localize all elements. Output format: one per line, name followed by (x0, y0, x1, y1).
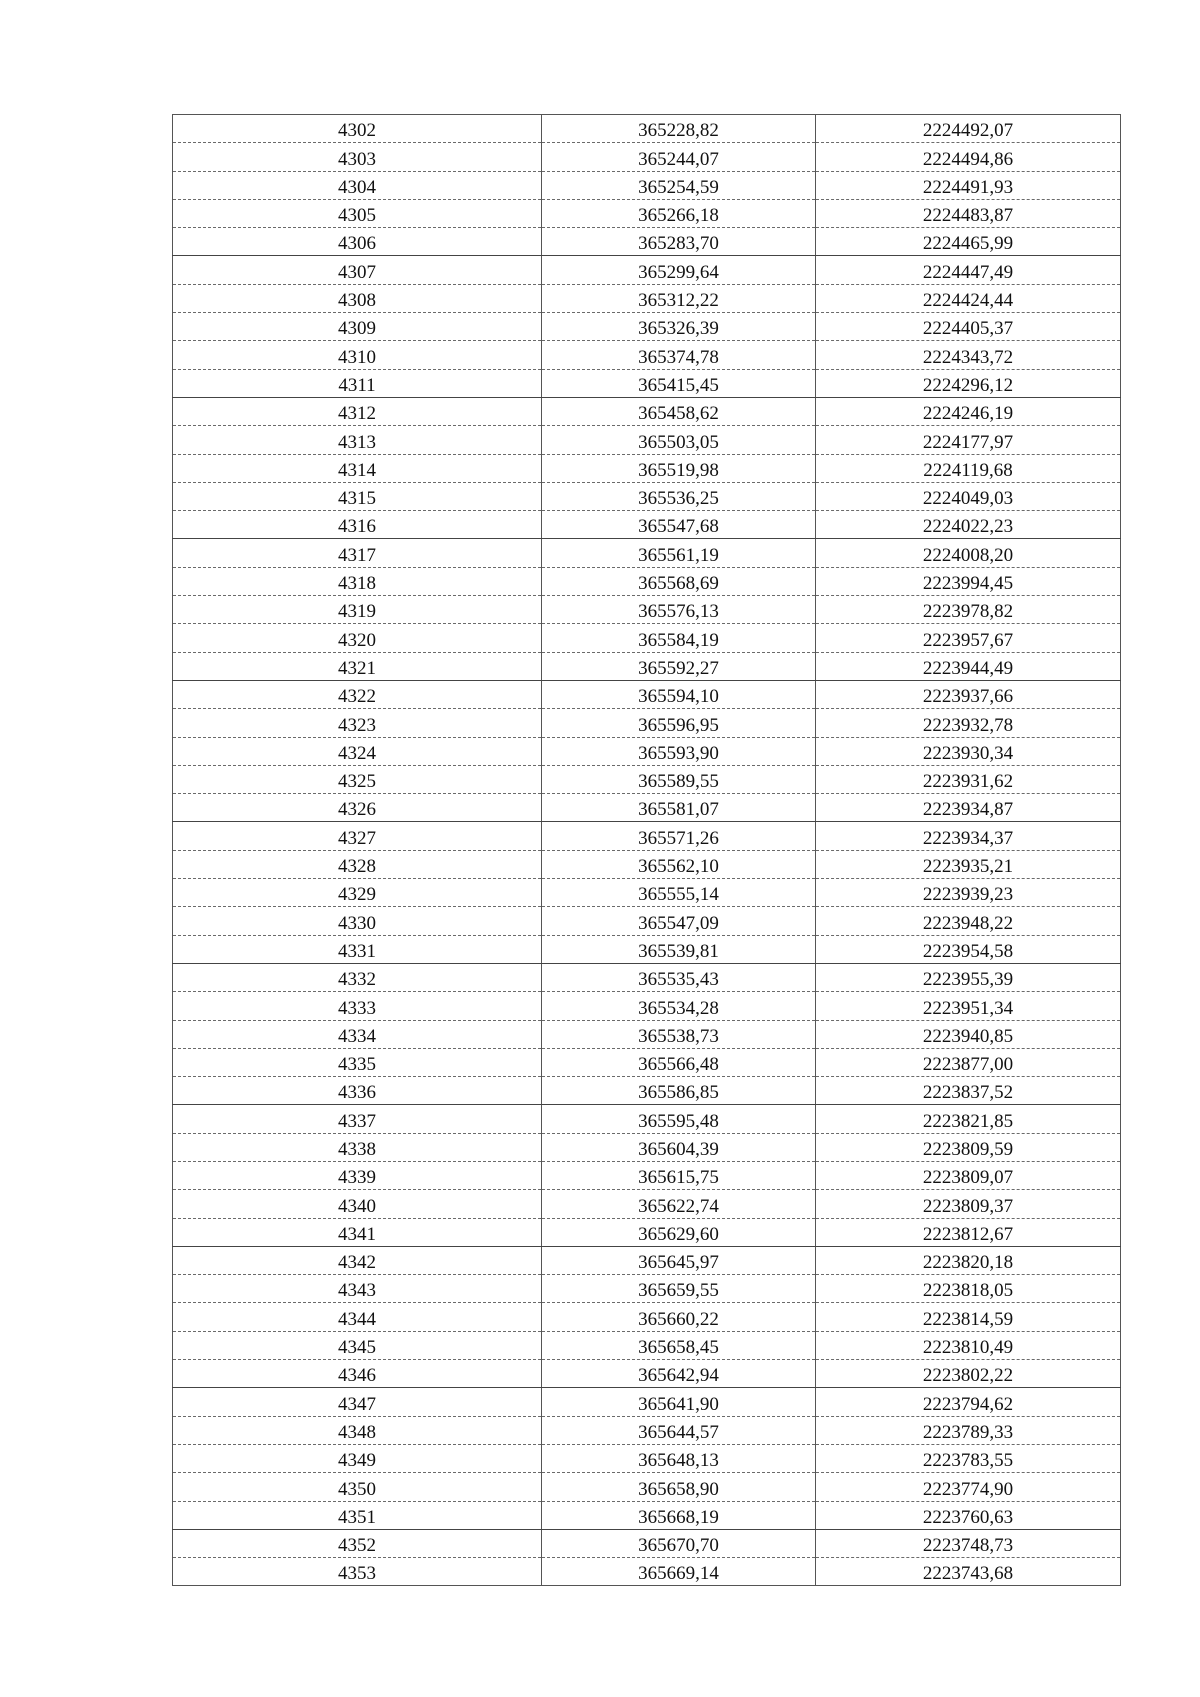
x-coordinate-cell: 365534,28 (542, 992, 816, 1020)
x-coordinate-cell: 365568,69 (542, 567, 816, 595)
y-coordinate-cell: 2223794,62 (816, 1388, 1121, 1416)
point-number-cell: 4323 (173, 709, 542, 737)
x-coordinate-cell: 365244,07 (542, 143, 816, 171)
point-number-cell: 4307 (173, 256, 542, 284)
point-number-cell: 4319 (173, 596, 542, 624)
table-row (173, 1105, 1121, 1133)
y-coordinate-cell: 2223955,39 (816, 963, 1121, 991)
point-number-cell: 4348 (173, 1416, 542, 1444)
table-row (173, 1444, 1121, 1472)
point-number-cell: 4327 (173, 822, 542, 850)
x-coordinate-cell: 365561,19 (542, 539, 816, 567)
point-number-cell: 4314 (173, 454, 542, 482)
y-coordinate-cell: 2223934,87 (816, 794, 1121, 822)
x-coordinate-cell: 365641,90 (542, 1388, 816, 1416)
point-number-cell: 4351 (173, 1501, 542, 1529)
table-row (173, 1133, 1121, 1161)
point-number-cell: 4326 (173, 794, 542, 822)
table-row (173, 1558, 1121, 1586)
point-number-cell: 4329 (173, 879, 542, 907)
table-row (173, 822, 1121, 850)
point-number-cell: 4308 (173, 284, 542, 312)
y-coordinate-cell: 2224465,99 (816, 228, 1121, 256)
point-number-cell: 4343 (173, 1275, 542, 1303)
x-coordinate-cell: 365555,14 (542, 879, 816, 907)
y-coordinate-cell: 2224483,87 (816, 199, 1121, 227)
table-row (173, 369, 1121, 397)
table-row (173, 935, 1121, 963)
y-coordinate-cell: 2223802,22 (816, 1360, 1121, 1388)
table-row (173, 737, 1121, 765)
y-coordinate-cell: 2224447,49 (816, 256, 1121, 284)
x-coordinate-cell: 365589,55 (542, 765, 816, 793)
y-coordinate-cell: 2223774,90 (816, 1473, 1121, 1501)
x-coordinate-cell: 365659,55 (542, 1275, 816, 1303)
y-coordinate-cell: 2223978,82 (816, 596, 1121, 624)
x-coordinate-cell: 365535,43 (542, 963, 816, 991)
point-number-cell: 4320 (173, 624, 542, 652)
point-number-cell: 4332 (173, 963, 542, 991)
x-coordinate-cell: 365547,68 (542, 511, 816, 539)
table-row (173, 992, 1121, 1020)
point-number-cell: 4321 (173, 652, 542, 680)
x-coordinate-cell: 365594,10 (542, 680, 816, 708)
point-number-cell: 4347 (173, 1388, 542, 1416)
x-coordinate-cell: 365658,90 (542, 1473, 816, 1501)
table-row (173, 313, 1121, 341)
y-coordinate-cell: 2223837,52 (816, 1077, 1121, 1105)
point-number-cell: 4305 (173, 199, 542, 227)
table-row (173, 454, 1121, 482)
x-coordinate-cell: 365642,94 (542, 1360, 816, 1388)
y-coordinate-cell: 2223877,00 (816, 1048, 1121, 1076)
point-number-cell: 4349 (173, 1444, 542, 1472)
coordinate-table (172, 114, 1121, 1586)
y-coordinate-cell: 2223820,18 (816, 1246, 1121, 1274)
point-number-cell: 4342 (173, 1246, 542, 1274)
x-coordinate-cell: 365539,81 (542, 935, 816, 963)
x-coordinate-cell: 365622,74 (542, 1190, 816, 1218)
x-coordinate-cell: 365576,13 (542, 596, 816, 624)
y-coordinate-cell: 2223939,23 (816, 879, 1121, 907)
y-coordinate-cell: 2224049,03 (816, 482, 1121, 510)
table-row (173, 1190, 1121, 1218)
x-coordinate-cell: 365644,57 (542, 1416, 816, 1444)
x-coordinate-cell: 365595,48 (542, 1105, 816, 1133)
table-row (173, 963, 1121, 991)
x-coordinate-cell: 365283,70 (542, 228, 816, 256)
point-number-cell: 4317 (173, 539, 542, 567)
table-row (173, 1388, 1121, 1416)
point-number-cell: 4330 (173, 907, 542, 935)
y-coordinate-cell: 2223814,59 (816, 1303, 1121, 1331)
table-row (173, 652, 1121, 680)
y-coordinate-cell: 2224022,23 (816, 511, 1121, 539)
y-coordinate-cell: 2223818,05 (816, 1275, 1121, 1303)
coordinate-table-body (173, 115, 1121, 1586)
point-number-cell: 4336 (173, 1077, 542, 1105)
table-row (173, 1275, 1121, 1303)
y-coordinate-cell: 2223821,85 (816, 1105, 1121, 1133)
table-row (173, 850, 1121, 878)
x-coordinate-cell: 365596,95 (542, 709, 816, 737)
y-coordinate-cell: 2223748,73 (816, 1529, 1121, 1557)
x-coordinate-cell: 365658,45 (542, 1331, 816, 1359)
table-row (173, 1161, 1121, 1189)
x-coordinate-cell: 365299,64 (542, 256, 816, 284)
y-coordinate-cell: 2223810,49 (816, 1331, 1121, 1359)
x-coordinate-cell: 365503,05 (542, 426, 816, 454)
x-coordinate-cell: 365629,60 (542, 1218, 816, 1246)
point-number-cell: 4315 (173, 482, 542, 510)
table-row (173, 596, 1121, 624)
x-coordinate-cell: 365668,19 (542, 1501, 816, 1529)
point-number-cell: 4334 (173, 1020, 542, 1048)
x-coordinate-cell: 365536,25 (542, 482, 816, 510)
table-row (173, 907, 1121, 935)
table-row (173, 482, 1121, 510)
y-coordinate-cell: 2224008,20 (816, 539, 1121, 567)
y-coordinate-cell: 2224424,44 (816, 284, 1121, 312)
table-row (173, 1048, 1121, 1076)
table-row (173, 709, 1121, 737)
x-coordinate-cell: 365670,70 (542, 1529, 816, 1557)
table-row (173, 511, 1121, 539)
point-number-cell: 4310 (173, 341, 542, 369)
y-coordinate-cell: 2224119,68 (816, 454, 1121, 482)
x-coordinate-cell: 365669,14 (542, 1558, 816, 1586)
point-number-cell: 4303 (173, 143, 542, 171)
x-coordinate-cell: 365615,75 (542, 1161, 816, 1189)
x-coordinate-cell: 365415,45 (542, 369, 816, 397)
point-number-cell: 4322 (173, 680, 542, 708)
point-number-cell: 4302 (173, 115, 542, 143)
point-number-cell: 4311 (173, 369, 542, 397)
point-number-cell: 4324 (173, 737, 542, 765)
x-coordinate-cell: 365645,97 (542, 1246, 816, 1274)
x-coordinate-cell: 365519,98 (542, 454, 816, 482)
x-coordinate-cell: 365593,90 (542, 737, 816, 765)
point-number-cell: 4316 (173, 511, 542, 539)
y-coordinate-cell: 2224405,37 (816, 313, 1121, 341)
point-number-cell: 4353 (173, 1558, 542, 1586)
point-number-cell: 4309 (173, 313, 542, 341)
x-coordinate-cell: 365660,22 (542, 1303, 816, 1331)
table-row (173, 1473, 1121, 1501)
point-number-cell: 4306 (173, 228, 542, 256)
x-coordinate-cell: 365581,07 (542, 794, 816, 822)
table-row (173, 115, 1121, 143)
table-row (173, 1529, 1121, 1557)
y-coordinate-cell: 2223937,66 (816, 680, 1121, 708)
y-coordinate-cell: 2223809,37 (816, 1190, 1121, 1218)
y-coordinate-cell: 2223743,68 (816, 1558, 1121, 1586)
x-coordinate-cell: 365571,26 (542, 822, 816, 850)
x-coordinate-cell: 365584,19 (542, 624, 816, 652)
y-coordinate-cell: 2223951,34 (816, 992, 1121, 1020)
point-number-cell: 4304 (173, 171, 542, 199)
point-number-cell: 4339 (173, 1161, 542, 1189)
x-coordinate-cell: 365254,59 (542, 171, 816, 199)
table-row (173, 284, 1121, 312)
table-row (173, 1416, 1121, 1444)
y-coordinate-cell: 2223935,21 (816, 850, 1121, 878)
point-number-cell: 4313 (173, 426, 542, 454)
point-number-cell: 4338 (173, 1133, 542, 1161)
table-row (173, 228, 1121, 256)
y-coordinate-cell: 2223944,49 (816, 652, 1121, 680)
table-row (173, 341, 1121, 369)
table-row (173, 567, 1121, 595)
y-coordinate-cell: 2223789,33 (816, 1416, 1121, 1444)
point-number-cell: 4328 (173, 850, 542, 878)
y-coordinate-cell: 2223932,78 (816, 709, 1121, 737)
x-coordinate-cell: 365266,18 (542, 199, 816, 227)
y-coordinate-cell: 2223812,67 (816, 1218, 1121, 1246)
point-number-cell: 4344 (173, 1303, 542, 1331)
point-number-cell: 4345 (173, 1331, 542, 1359)
x-coordinate-cell: 365586,85 (542, 1077, 816, 1105)
table-row (173, 426, 1121, 454)
y-coordinate-cell: 2224494,86 (816, 143, 1121, 171)
table-row (173, 794, 1121, 822)
y-coordinate-cell: 2223940,85 (816, 1020, 1121, 1048)
table-row (173, 1246, 1121, 1274)
point-number-cell: 4333 (173, 992, 542, 1020)
point-number-cell: 4340 (173, 1190, 542, 1218)
y-coordinate-cell: 2223809,59 (816, 1133, 1121, 1161)
point-number-cell: 4312 (173, 397, 542, 425)
point-number-cell: 4341 (173, 1218, 542, 1246)
table-row (173, 171, 1121, 199)
x-coordinate-cell: 365566,48 (542, 1048, 816, 1076)
table-row (173, 256, 1121, 284)
x-coordinate-cell: 365458,62 (542, 397, 816, 425)
y-coordinate-cell: 2223957,67 (816, 624, 1121, 652)
x-coordinate-cell: 365312,22 (542, 284, 816, 312)
table-row (173, 397, 1121, 425)
y-coordinate-cell: 2223948,22 (816, 907, 1121, 935)
y-coordinate-cell: 2224296,12 (816, 369, 1121, 397)
y-coordinate-cell: 2223930,34 (816, 737, 1121, 765)
table-row (173, 1303, 1121, 1331)
table-row (173, 539, 1121, 567)
y-coordinate-cell: 2224492,07 (816, 115, 1121, 143)
table-row (173, 879, 1121, 907)
y-coordinate-cell: 2223760,63 (816, 1501, 1121, 1529)
table-row (173, 143, 1121, 171)
y-coordinate-cell: 2224177,97 (816, 426, 1121, 454)
table-row (173, 1020, 1121, 1048)
y-coordinate-cell: 2224491,93 (816, 171, 1121, 199)
point-number-cell: 4337 (173, 1105, 542, 1133)
point-number-cell: 4318 (173, 567, 542, 595)
table-row (173, 1360, 1121, 1388)
table-row (173, 1331, 1121, 1359)
table-row (173, 1501, 1121, 1529)
y-coordinate-cell: 2223931,62 (816, 765, 1121, 793)
point-number-cell: 4346 (173, 1360, 542, 1388)
table-row (173, 624, 1121, 652)
point-number-cell: 4350 (173, 1473, 542, 1501)
x-coordinate-cell: 365228,82 (542, 115, 816, 143)
x-coordinate-cell: 365374,78 (542, 341, 816, 369)
x-coordinate-cell: 365562,10 (542, 850, 816, 878)
point-number-cell: 4325 (173, 765, 542, 793)
table-row (173, 1077, 1121, 1105)
point-number-cell: 4352 (173, 1529, 542, 1557)
y-coordinate-cell: 2224343,72 (816, 341, 1121, 369)
x-coordinate-cell: 365592,27 (542, 652, 816, 680)
table-row (173, 765, 1121, 793)
point-number-cell: 4335 (173, 1048, 542, 1076)
table-row (173, 1218, 1121, 1246)
x-coordinate-cell: 365538,73 (542, 1020, 816, 1048)
y-coordinate-cell: 2223954,58 (816, 935, 1121, 963)
x-coordinate-cell: 365648,13 (542, 1444, 816, 1472)
y-coordinate-cell: 2223809,07 (816, 1161, 1121, 1189)
x-coordinate-cell: 365604,39 (542, 1133, 816, 1161)
x-coordinate-cell: 365547,09 (542, 907, 816, 935)
y-coordinate-cell: 2223783,55 (816, 1444, 1121, 1472)
y-coordinate-cell: 2223994,45 (816, 567, 1121, 595)
point-number-cell: 4331 (173, 935, 542, 963)
table-row (173, 199, 1121, 227)
y-coordinate-cell: 2224246,19 (816, 397, 1121, 425)
y-coordinate-cell: 2223934,37 (816, 822, 1121, 850)
x-coordinate-cell: 365326,39 (542, 313, 816, 341)
table-row (173, 680, 1121, 708)
